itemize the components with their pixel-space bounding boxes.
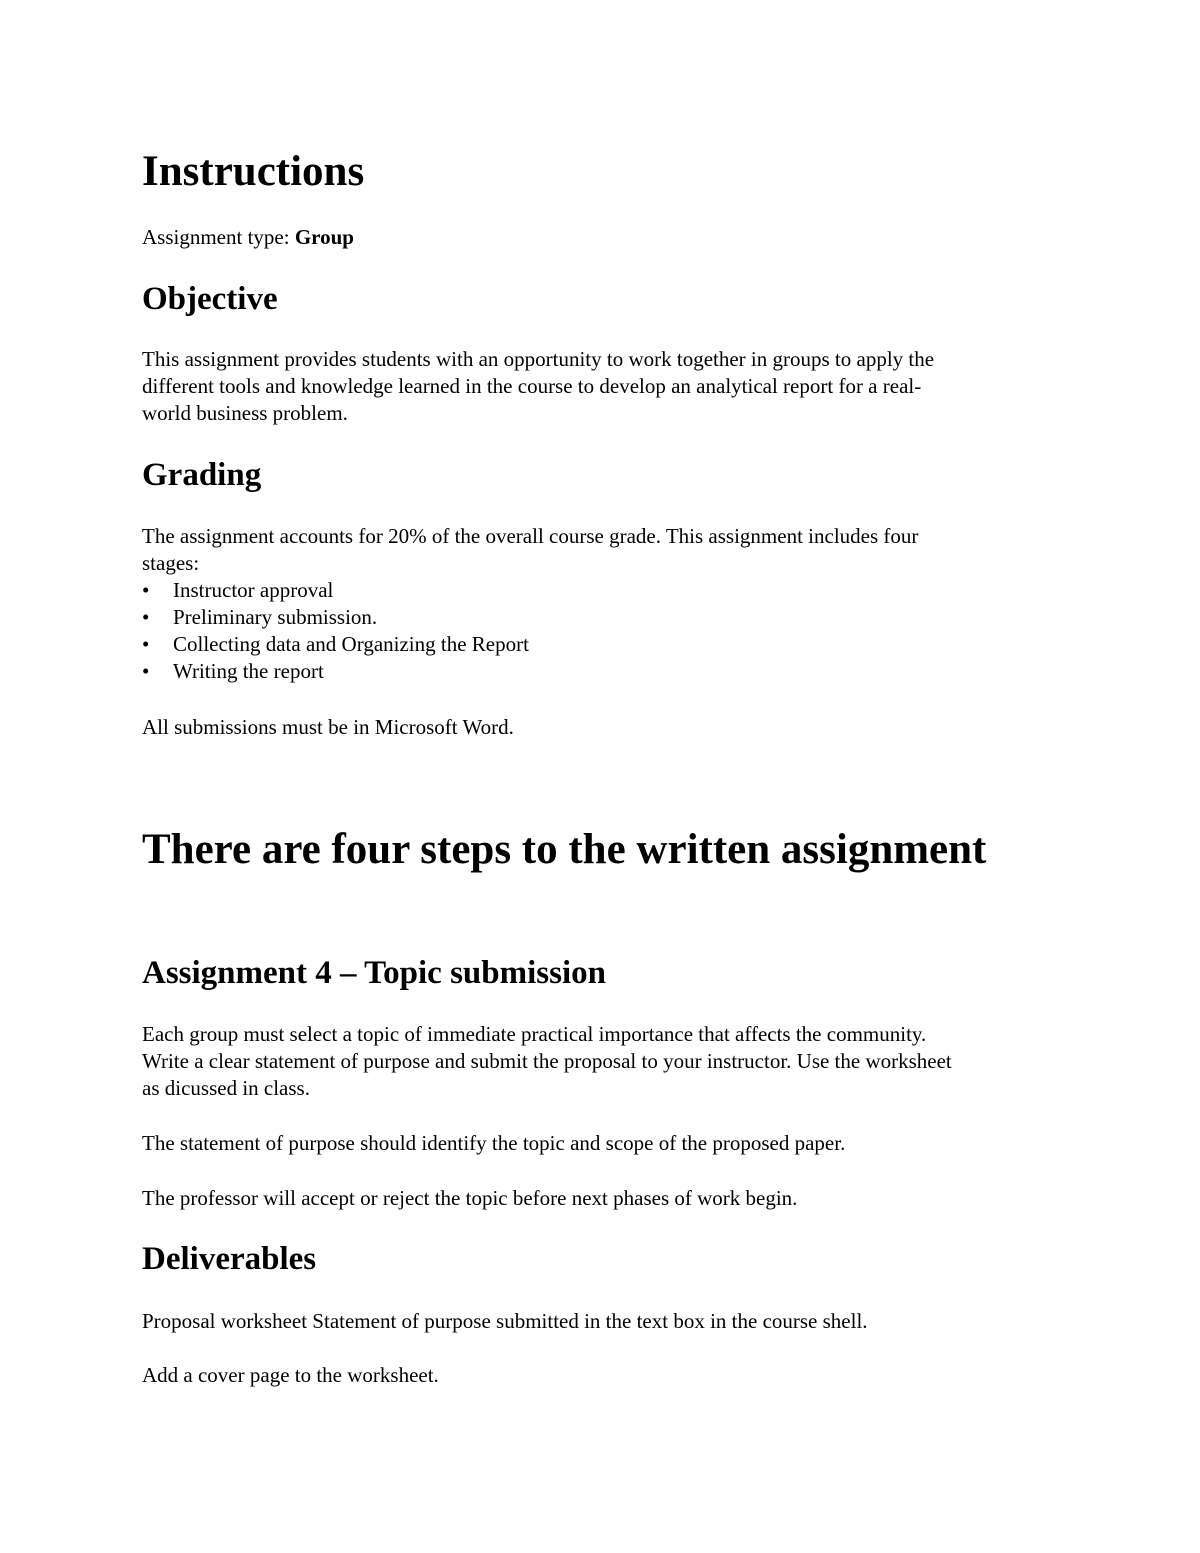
grading-intro-line: stages:: [142, 551, 200, 575]
professor-approval-paragraph: The professor will accept or reject the topic before next phases of work begin.: [142, 1186, 798, 1210]
list-item: [142, 658, 918, 685]
grading-stages-list: [142, 577, 918, 685]
grading-intro-line: The assignment accounts for 20% of the overall course grade. This assignment includes four: [142, 524, 919, 548]
assignment4-line: Write a clear statement of purpose and submit the proposal to your instructor. Use the worksheet: [142, 1049, 952, 1073]
list-item: [142, 604, 918, 631]
steps-heading: There are four steps to the written assignment: [142, 826, 987, 873]
assignment4-line: Each group must select a topic of immediate practical importance that affects the community.: [142, 1022, 927, 1046]
stage-label: Writing the report: [173, 659, 324, 683]
bullet-icon: •: [142, 659, 150, 683]
page-title: Instructions: [142, 148, 365, 195]
objective-line: different tools and knowledge learned in the course to develop an analytical report for a real-: [142, 374, 922, 398]
deliverables-heading: Deliverables: [142, 1241, 317, 1277]
objective-line: This assignment provides students with an opportunity to work together in groups to apply the: [142, 347, 935, 371]
stage-label: Instructor approval: [173, 578, 334, 602]
grading-heading: Grading: [142, 457, 262, 493]
assignment4-heading: Assignment 4 – Topic submission: [142, 955, 606, 991]
assignment4-paragraph: [142, 1021, 952, 1102]
stage-label: Preliminary submission.: [173, 605, 378, 629]
objective-line: world business problem.: [142, 401, 348, 425]
assignment-type-label: Assignment type:: [142, 225, 295, 249]
objective-paragraph: [142, 346, 934, 427]
grading-paragraph: [142, 523, 918, 685]
assignment-type-value: Group: [294, 225, 354, 249]
list-item: [142, 577, 918, 604]
bullet-icon: •: [142, 578, 150, 602]
cover-page-paragraph: Add a cover page to the worksheet.: [142, 1363, 439, 1387]
bullet-icon: •: [142, 605, 150, 629]
bullet-icon: •: [142, 632, 150, 656]
assignment4-line: as dicussed in class.: [142, 1076, 310, 1100]
list-item: [142, 631, 918, 658]
grading-note: All submissions must be in Microsoft Word.: [142, 715, 514, 739]
deliverables-paragraph: Proposal worksheet Statement of purpose submitted in the text box in the course shell.: [142, 1309, 868, 1333]
stage-label: Collecting data and Organizing the Report: [173, 632, 529, 656]
assignment-type: [142, 224, 354, 251]
statement-of-purpose-paragraph: The statement of purpose should identify the topic and scope of the proposed paper.: [142, 1131, 846, 1155]
objective-heading: Objective: [142, 281, 278, 317]
